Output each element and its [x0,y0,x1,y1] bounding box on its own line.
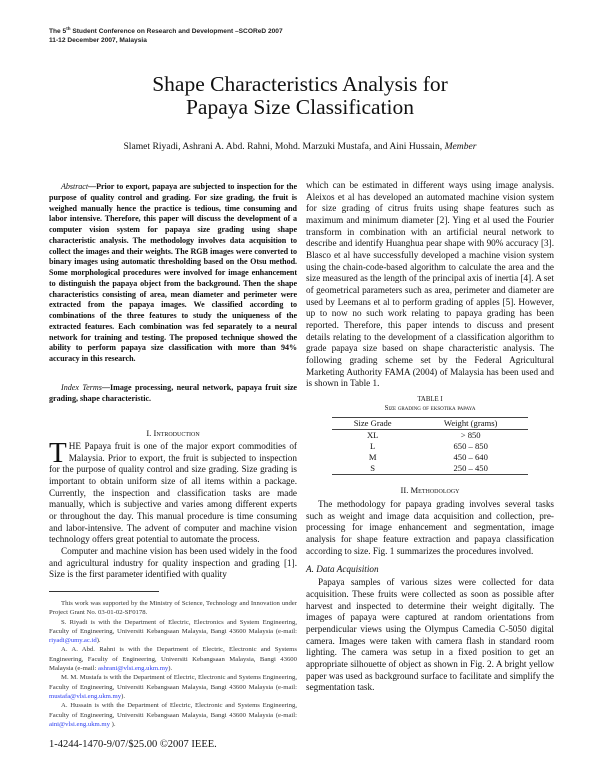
footnote-text: M. M. Mustafa is with the Department of Electric, Electronic and Systems Engineering, Faculty of Engineering, Universiti Kebangsaan Malaysia, Bangi 43600 Malaysia (e-mail: [49,674,297,691]
index-terms [49,383,297,405]
intro-paragraph-1 [49,437,297,546]
introduction-heading: I. Introduction [146,428,200,438]
data-acquisition-heading: A. Data Acquisition [306,564,379,575]
conference-date: 11-12 December 2007, Malaysia [49,36,147,44]
authors [0,141,600,152]
paper-title [0,73,600,119]
cell-weight: 650 – 850 [453,440,488,451]
footnote-tail: ). [109,720,116,728]
abstract [49,182,297,365]
footnote-funding [49,599,297,618]
footnote-divider [49,591,159,592]
table-row [332,441,528,452]
data-acquisition-paragraph: Papaya samples of various sizes were collected for data acquisition. These fruits were collected as soon as possible after harvest and inspected to determine their weight digitally. The images of papaya were captured at random orientations from perpendicular views using the Olympus Camedia C-5050 digital camera. Images were taken with camera flash in standard room lighting. The camera was setup in a fixed position to get an appropriate silhouette of object as shown in Fig. 2. A bright yellow paper was used as background surface to facilitate and simplify the segmentation task. [306,577,554,693]
index-terms-text: —Image processing, neural network, papaya fruit size grading, shape characteristic. [49,383,297,403]
table-row [332,463,528,475]
email-link[interactable]: aini@vlsi.eng.ukm.my [49,720,110,728]
footnote-author-2 [49,645,297,673]
drop-cap: T [49,437,67,469]
title-line-1: Shape Characteristics Analysis for [152,72,448,96]
author-names: Slamet Riyadi, Ashrani A. Abd. Rahni, Mohd. Marzuki Mustafa, and Aini Hussain, [123,141,443,152]
abstract-text: —Prior to export, papaya are subjected to inspection for the purpose of quality control and grading. For size grading, the fruit is weighed manually hence the practice is tedious, time consuming and labor intensive. Therefore, this paper will discuss the development of a computer vision system for papaya size grading using shape characteristic analysis. The methodology involves data acquisition to collect the images and their weights. The RGB images were converted to binary images using automatic thresholding based on the Otsu method. Some morphological procedures were involved for image enhancement to distinguish the papaya object from the background. Then the shape characteristics consisting of area, mean diameter and perimeter were extracted from the papaya images. We classified according to combinations of the three features to study the uniqueness of the extracted features. Each combination was fed separately to a neural network for training and testing. The proposed technique showed the ability to perform papaya size classification with more than 94% accuracy in this research. [49,182,297,363]
intro-p1-text: HE Papaya fruit is one of the major export commodities of Malaysia. Prior to export, the fruit is subjected to inspection for the purpose of quality control and size grading. Size grading is important to obtain uniform size of all items within a package. Currently, the inspection and classification tasks are made manually, which is subjective and varies among different experts or throughout the day. This manual procedure is time consuming and labor-intensive. The advent of computer and machine vision technology offers great potential to automate the process. [49,441,297,545]
intro-paragraph-3: which can be estimated in different ways using image analysis. Aleixos et al has developed an automated machine vision system for size grading of citrus fruits using shape features such as maximum and minimum diameter [2]. Ying et al used the Fourier transform in combination with an artificial neural network to describe and identify Huanghua pear shape with 90% accuracy [3]. Blasco et al have successfully developed a machine vision system using the chain-code-based algorithm to calculate the area and the size measured as the length of the principal axis of inertia [4]. A set of geometrical parameters such as area, perimeter and diameter are used by Leemans et al to perform grading of apples [5]. However, up to now no such work relating to papaya grading has been reported. Therefore, this paper intends to discuss and present details relating to the development of a classification algorithm to grade papaya size based on shape characteristic analysis. The following grading scheme set by the Federal Agricultural Marketing Authority FAMA (2004) of Malaysia has been used and is shown in Table 1. [306,180,554,389]
footnote-author-1 [49,618,297,646]
cell-weight: 450 – 640 [453,451,488,462]
table-row [332,429,528,441]
methodology-heading: II. Methodology [400,485,460,495]
table-caption: Size grading of eksotika papaya [384,404,476,412]
footnote-text: A. Hussain is with the Department of Electric, Electronic and Systems Engineering, Faculty of Engineering, Universiti Kebangsaan Malaysia, Bangi 43600 Malaysia (e-mail: [49,702,297,719]
footnote-text: A. A. Abd. Rahni is with the Department of Electric, Electronic and Systems Engineering, Faculty of Engineering, Universiti Kebangsaan Malaysia, Bangi 43600 Malaysia (e-mail: [49,646,297,673]
conference-header [49,25,283,45]
methodology-paragraph: The methodology for papaya grading involves several tasks such as weight and image data acquisition and collection, pre-processing for image enhancement and segmentation, image analysis for shape feature extraction and papaya classification according to size. Fig. 1 summarizes the procedures involved. [306,499,554,556]
table-header-row [332,418,528,430]
conf-line-sup: th [66,26,71,31]
header-weight: Weight (grams) [413,418,528,430]
footnote-author-3 [49,673,297,701]
cell-weight: 250 – 450 [413,463,528,475]
author-membership: Member [444,141,477,152]
footnote-text: This work was supported by the Ministry of Science, Technology and Innovation under Project Grant No. 03-01-02-SF0178. [49,600,297,617]
index-terms-label: Index Terms [61,383,102,392]
conference-line [49,25,283,37]
footnote-tail: ). [168,665,173,673]
footnote-author-4 [49,701,297,729]
cell-weight: > 850 [460,429,481,440]
table-row [332,452,528,463]
cell-grade: M [368,451,377,462]
introduction-section [49,428,297,581]
methodology-section [306,485,554,694]
abstract-label: Abstract [61,182,89,191]
table-1 [306,396,554,475]
footnotes [49,599,297,729]
email-link[interactable]: ashrani@vlsi.eng.ukm.my [98,665,169,673]
cell-grade: XL [366,429,379,440]
cell-grade: S [332,463,413,475]
footnote-tail: ). [121,692,126,700]
table-label: TABLE I [417,396,443,403]
size-grading-table [332,417,528,475]
footnote-tail: ). [96,637,101,645]
conf-line-pre: The 5 [49,28,67,36]
intro-paragraph-2: Computer and machine vision has been used widely in the food and agricultural industry for quality inspection and grading [1]. Size is the first parameter identified with quality [49,545,297,580]
copyright-notice: 1-4244-1470-9/07/$25.00 ©2007 IEEE. [49,739,217,750]
footnote-text: S. Riyadi is with the Department of Electric, Electronics and System Engineering, Faculty of Engineering, Universiti Kebangsaan Malaysia, Bangi 43600 Malaysia (e-mail: [49,618,297,635]
email-link[interactable]: riyadi@umy.ac.id [49,637,97,645]
cell-grade: L [370,440,376,451]
title-line-2: Papaya Size Classification [185,95,415,119]
email-link[interactable]: mustafa@vlsi.eng.ukm.my [49,692,122,700]
header-size-grade: Size Grade [332,418,413,430]
conf-line-post: Student Conference on Research and Development –SCOReD 2007 [70,28,283,36]
